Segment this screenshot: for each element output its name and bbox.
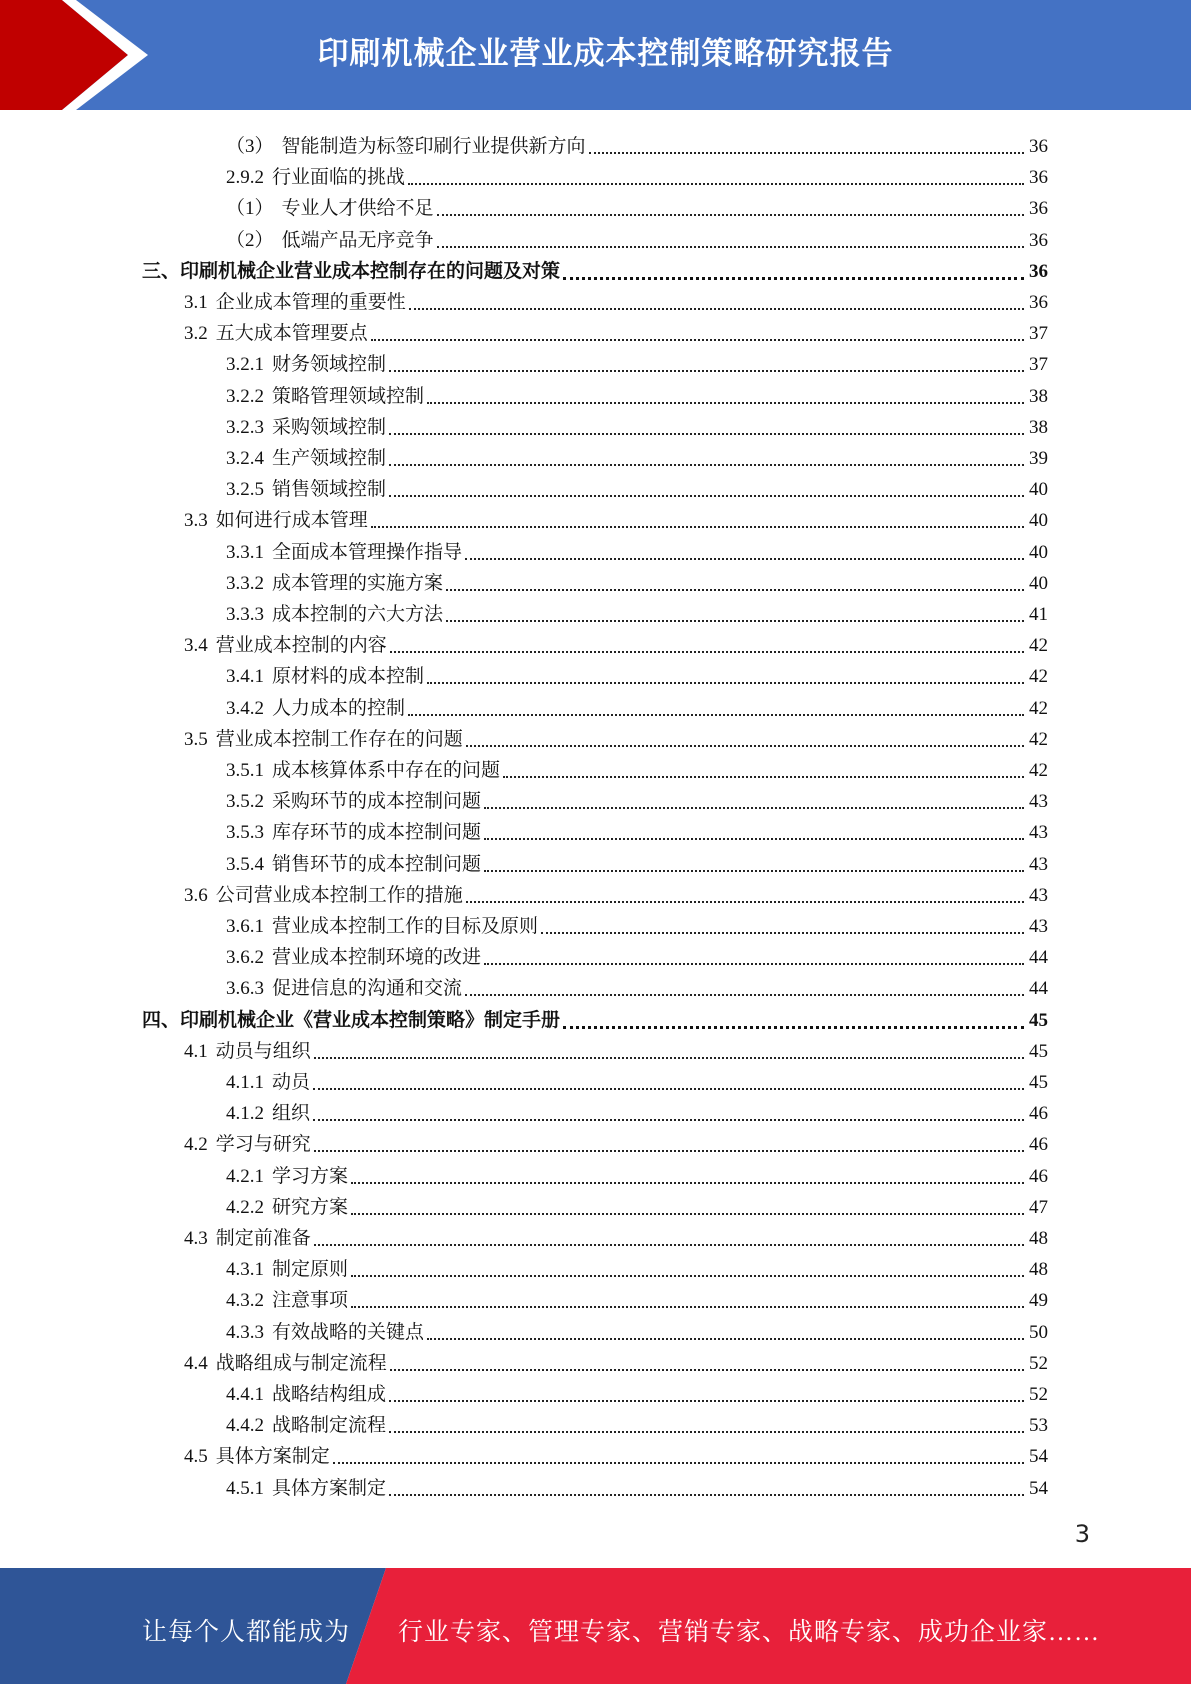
toc-entry-page: 54 <box>1029 1446 1048 1467</box>
toc-dot-leader <box>541 931 1024 934</box>
toc-entry-title: 库存环节的成本控制问题 <box>272 822 482 843</box>
toc-entry-page: 42 <box>1029 666 1048 687</box>
toc-entry-number: 3.4.2 <box>226 698 264 719</box>
toc-entry-number: 4.1.1 <box>226 1072 264 1093</box>
toc-entry-page: 43 <box>1029 916 1048 937</box>
toc-entry-page: 42 <box>1029 729 1048 750</box>
report-title: 印刷机械企业营业成本控制策略研究报告 <box>317 36 894 72</box>
toc-entry-title: 三、印刷机械企业营业成本控制存在的问题及对策 <box>142 261 561 282</box>
toc-entry-title: 营业成本控制工作的目标及原则 <box>272 916 539 937</box>
toc-entry-page: 52 <box>1029 1353 1048 1374</box>
toc-dot-leader <box>389 1399 1024 1402</box>
toc-entry-number: 3.2.1 <box>226 354 264 375</box>
toc-dot-leader <box>313 1087 1024 1090</box>
toc-dot-leader <box>466 744 1024 747</box>
toc-dot-leader <box>390 650 1024 653</box>
toc-entry-title: 销售环节的成本控制问题 <box>272 854 482 875</box>
toc-entry[interactable] <box>226 1095 1048 1126</box>
toc-entry-title: 人力成本的控制 <box>272 698 406 719</box>
toc-entry[interactable] <box>142 253 1048 284</box>
toc-entry[interactable] <box>226 814 1048 845</box>
toc-entry[interactable] <box>226 970 1048 1001</box>
footer-slogan-right: 行业专家、管理专家、营销专家、战略专家、成功企业家…… <box>398 1619 1101 1646</box>
toc-entry-page: 47 <box>1029 1197 1048 1218</box>
toc-entry-number: 4.2.2 <box>226 1197 264 1218</box>
toc-entry-number: 3.5 <box>184 729 208 750</box>
toc-entry[interactable] <box>226 1189 1048 1220</box>
toc-entry-page: 40 <box>1029 479 1048 500</box>
toc-entry-page: 37 <box>1029 323 1048 344</box>
toc-dot-leader <box>466 900 1024 903</box>
toc-dot-leader <box>389 494 1024 497</box>
toc-entry[interactable] <box>184 502 1048 533</box>
toc-entry[interactable] <box>184 315 1048 346</box>
toc-dot-leader <box>437 213 1024 216</box>
toc-entry[interactable] <box>226 596 1048 627</box>
toc-dot-leader <box>465 993 1024 996</box>
toc-entry-number: 2.9.2 <box>226 167 264 188</box>
toc-dot-leader <box>313 1118 1024 1121</box>
toc-entry-number: 3.3.1 <box>226 542 264 563</box>
toc-entry-number: 3.2.5 <box>226 479 264 500</box>
toc-dot-leader <box>446 619 1024 622</box>
toc-entry-title: 采购环节的成本控制问题 <box>272 791 482 812</box>
toc-dot-leader <box>427 1337 1024 1340</box>
toc-entry[interactable] <box>226 752 1048 783</box>
toc-entry-page: 45 <box>1029 1041 1048 1062</box>
toc-dot-leader <box>389 369 1024 372</box>
toc-entry-page: 42 <box>1029 698 1048 719</box>
toc-entry[interactable] <box>226 222 1048 253</box>
toc-entry-page: 38 <box>1029 386 1048 407</box>
toc-dot-leader <box>484 837 1024 840</box>
toc-dot-leader <box>390 1368 1024 1371</box>
toc-entry[interactable] <box>184 1220 1048 1251</box>
toc-entry-number: 4.4 <box>184 1353 208 1374</box>
toc-dot-leader <box>484 806 1024 809</box>
toc-entry-number: 4.5.1 <box>226 1478 264 1499</box>
toc-entry-title: 生产领域控制 <box>272 448 387 469</box>
toc-entry-title: 有效战略的关键点 <box>272 1322 425 1343</box>
toc-entry-page: 43 <box>1029 822 1048 843</box>
toc-entry-page: 45 <box>1029 1010 1048 1031</box>
toc-entry[interactable] <box>226 1251 1048 1282</box>
toc-entry-number: （1） <box>226 198 274 219</box>
page-header <box>0 0 1191 110</box>
toc-dot-leader <box>484 869 1024 872</box>
toc-entry-number: 3.2.2 <box>226 386 264 407</box>
toc-dot-leader <box>351 1212 1024 1215</box>
toc-entry-title: 学习与研究 <box>215 1134 311 1155</box>
toc-entry-page: 36 <box>1029 261 1048 282</box>
toc-dot-leader <box>351 1274 1024 1277</box>
toc-entry-number: 4.1 <box>184 1041 208 1062</box>
toc-entry[interactable] <box>226 1282 1048 1313</box>
toc-entry[interactable] <box>226 1158 1048 1189</box>
toc-entry[interactable] <box>226 534 1048 565</box>
toc-entry-page: 43 <box>1029 854 1048 875</box>
toc-entry-page: 46 <box>1029 1166 1048 1187</box>
toc-entry-number: （3） <box>226 136 274 157</box>
toc-entry-title: 制定原则 <box>272 1259 349 1280</box>
toc-dot-leader <box>314 1243 1024 1246</box>
toc-entry[interactable] <box>184 1033 1048 1064</box>
toc-entry[interactable] <box>226 783 1048 814</box>
toc-dot-leader <box>437 245 1024 248</box>
toc-entry-title: 注意事项 <box>272 1290 349 1311</box>
toc-entry-number: （2） <box>226 230 274 251</box>
toc-dot-leader <box>589 151 1024 154</box>
toc-entry-page: 41 <box>1029 604 1048 625</box>
toc-entry[interactable] <box>226 846 1048 877</box>
toc-dot-leader <box>427 401 1024 404</box>
page-number: 3 <box>1074 1520 1090 1548</box>
toc-entry-page: 54 <box>1029 1478 1048 1499</box>
toc-entry-number: 4.5 <box>184 1446 208 1467</box>
toc-dot-leader <box>427 681 1024 684</box>
toc-entry[interactable] <box>184 1126 1048 1157</box>
toc-entry-page: 52 <box>1029 1384 1048 1405</box>
toc-entry[interactable] <box>226 1314 1048 1345</box>
toc-entry-number: 4.3 <box>184 1228 208 1249</box>
toc-entry[interactable] <box>226 409 1048 440</box>
toc-entry-number: 3.6.2 <box>226 947 264 968</box>
toc-entry[interactable] <box>184 877 1048 908</box>
toc-entry-page: 44 <box>1029 978 1048 999</box>
toc-entry-number: 3.6.3 <box>226 978 264 999</box>
toc-entry[interactable] <box>226 1470 1048 1501</box>
toc-entry-title: 原材料的成本控制 <box>272 666 425 687</box>
toc-entry-page: 36 <box>1029 292 1048 313</box>
toc-dot-leader <box>389 463 1024 466</box>
toc-entry-page: 43 <box>1029 885 1048 906</box>
toc-entry-page: 42 <box>1029 635 1048 656</box>
toc-entry-title: 销售领域控制 <box>272 479 387 500</box>
toc-entry-number: 3.6 <box>184 885 208 906</box>
toc-entry-number: 3.1 <box>184 292 208 313</box>
toc-entry-page: 40 <box>1029 510 1048 531</box>
toc-entry[interactable] <box>184 1345 1048 1376</box>
toc-entry-page: 37 <box>1029 354 1048 375</box>
toc-entry-page: 36 <box>1029 167 1048 188</box>
toc-entry-number: 3.5.4 <box>226 854 264 875</box>
toc-entry-title: 策略管理领域控制 <box>272 386 425 407</box>
toc-dot-leader <box>484 962 1024 965</box>
toc-entry[interactable] <box>226 908 1048 939</box>
toc-entry-title: 低端产品无序竞争 <box>281 230 434 251</box>
toc-entry-page: 44 <box>1029 947 1048 968</box>
toc-dot-leader <box>371 338 1024 341</box>
toc-entry[interactable] <box>226 190 1048 221</box>
toc-entry-number: 4.3.2 <box>226 1290 264 1311</box>
toc-entry-title: 成本管理的实施方案 <box>272 573 444 594</box>
toc-entry-number: 3.5.2 <box>226 791 264 812</box>
toc-entry-page: 36 <box>1029 198 1048 219</box>
toc-dot-leader <box>389 1493 1024 1496</box>
toc-entry[interactable] <box>142 1002 1048 1033</box>
toc-entry-page: 36 <box>1029 230 1048 251</box>
toc-entry-title: 具体方案制定 <box>215 1446 330 1467</box>
toc-dot-leader <box>371 525 1024 528</box>
toc-entry-number: 3.5.3 <box>226 822 264 843</box>
toc-entry-number: 4.3.3 <box>226 1322 264 1343</box>
toc-entry-number: 3.2 <box>184 323 208 344</box>
toc-entry-page: 46 <box>1029 1103 1048 1124</box>
toc-entry-number: 4.3.1 <box>226 1259 264 1280</box>
toc-entry-title: 制定前准备 <box>215 1228 311 1249</box>
toc-dot-leader <box>389 432 1024 435</box>
toc-entry[interactable] <box>184 627 1048 658</box>
toc-entry-title: 成本核算体系中存在的问题 <box>272 760 501 781</box>
toc-entry-page: 53 <box>1029 1415 1048 1436</box>
toc-entry-page: 50 <box>1029 1322 1048 1343</box>
toc-entry-number: 4.1.2 <box>226 1103 264 1124</box>
toc-entry-number: 3.4.1 <box>226 666 264 687</box>
toc-entry-title: 组织 <box>272 1103 311 1124</box>
toc-entry-title: 五大成本管理要点 <box>215 323 368 344</box>
toc-entry-title: 营业成本控制环境的改进 <box>272 947 482 968</box>
toc-entry[interactable] <box>226 378 1048 409</box>
footer-slogan-left: 让每个人都能成为 <box>142 1619 351 1646</box>
toc-dot-leader <box>314 1056 1024 1059</box>
toc-entry[interactable] <box>226 471 1048 502</box>
toc-entry-title: 四、印刷机械企业《营业成本控制策略》制定手册 <box>142 1010 561 1031</box>
toc-entry-page: 48 <box>1029 1259 1048 1280</box>
toc-entry[interactable] <box>184 721 1048 752</box>
toc-entry-number: 4.2.1 <box>226 1166 264 1187</box>
toc-entry-number: 3.4 <box>184 635 208 656</box>
toc-entry-title: 企业成本管理的重要性 <box>215 292 406 313</box>
toc-dot-leader <box>351 1181 1024 1184</box>
toc-entry-page: 38 <box>1029 417 1048 438</box>
toc-dot-leader <box>563 276 1024 280</box>
toc-entry[interactable] <box>226 1407 1048 1438</box>
toc-dot-leader <box>446 588 1024 591</box>
toc-entry-title: 智能制造为标签印刷行业提供新方向 <box>281 136 586 157</box>
toc-entry-number: 3.3.3 <box>226 604 264 625</box>
toc-entry-number: 3.3 <box>184 510 208 531</box>
toc-entry-page: 40 <box>1029 542 1048 563</box>
toc-entry[interactable] <box>226 658 1048 689</box>
toc-entry-number: 3.3.2 <box>226 573 264 594</box>
toc-entry-title: 营业成本控制工作存在的问题 <box>215 729 463 750</box>
toc-dot-leader <box>333 1461 1024 1464</box>
toc-entry-page: 39 <box>1029 448 1048 469</box>
toc-entry-number: 3.6.1 <box>226 916 264 937</box>
toc-entry-title: 行业面临的挑战 <box>272 167 406 188</box>
toc-dot-leader <box>563 1025 1024 1029</box>
toc-dot-leader <box>465 557 1024 560</box>
toc-entry-page: 48 <box>1029 1228 1048 1249</box>
toc-entry-title: 促进信息的沟通和交流 <box>272 978 463 999</box>
toc-entry-number: 3.2.3 <box>226 417 264 438</box>
toc-dot-leader <box>314 1149 1024 1152</box>
toc-entry[interactable] <box>226 1064 1048 1095</box>
toc-entry-title: 战略结构组成 <box>272 1384 387 1405</box>
toc-entry-title: 战略制定流程 <box>272 1415 387 1436</box>
toc-entry-page: 46 <box>1029 1134 1048 1155</box>
toc-entry-page: 45 <box>1029 1072 1048 1093</box>
toc-dot-leader <box>409 307 1024 310</box>
toc-entry-page: 36 <box>1029 136 1048 157</box>
toc-entry-page: 43 <box>1029 791 1048 812</box>
toc-dot-leader <box>351 1305 1024 1308</box>
toc-entry[interactable] <box>184 284 1048 315</box>
toc-entry[interactable] <box>226 690 1048 721</box>
toc-entry-title: 采购领域控制 <box>272 417 387 438</box>
toc-dot-leader <box>503 775 1024 778</box>
toc-entry-title: 具体方案制定 <box>272 1478 387 1499</box>
toc-entry-title: 学习方案 <box>272 1166 349 1187</box>
toc-entry-title: 战略组成与制定流程 <box>215 1353 387 1374</box>
toc-entry[interactable] <box>226 159 1048 190</box>
page-footer <box>0 1568 1191 1684</box>
toc-entry-title: 专业人才供给不足 <box>281 198 434 219</box>
toc-entry-number: 4.2 <box>184 1134 208 1155</box>
toc-entry[interactable] <box>226 565 1048 596</box>
toc-dot-leader <box>389 1430 1024 1433</box>
toc-entry-page: 49 <box>1029 1290 1048 1311</box>
toc-entry-title: 研究方案 <box>272 1197 349 1218</box>
toc-entry-number: 3.2.4 <box>226 448 264 469</box>
toc-entry-number: 4.4.1 <box>226 1384 264 1405</box>
toc-entry-title: 全面成本管理操作指导 <box>272 542 463 563</box>
toc-entry-page: 40 <box>1029 573 1048 594</box>
toc-entry-title: 成本控制的六大方法 <box>272 604 444 625</box>
toc-entry-title: 公司营业成本控制工作的措施 <box>215 885 463 906</box>
toc-dot-leader <box>408 182 1024 185</box>
toc-entry-title: 如何进行成本管理 <box>215 510 368 531</box>
toc-entry-number: 4.4.2 <box>226 1415 264 1436</box>
toc-entry[interactable] <box>226 440 1048 471</box>
toc-entry-number: 3.5.1 <box>226 760 264 781</box>
toc-entry[interactable] <box>226 939 1048 970</box>
toc-entry-title: 财务领域控制 <box>272 354 387 375</box>
toc-entry[interactable] <box>226 346 1048 377</box>
toc-entry-title: 动员 <box>272 1072 311 1093</box>
toc-entry-title: 动员与组织 <box>215 1041 311 1062</box>
toc-entry[interactable] <box>226 128 1048 159</box>
toc-entry-page: 42 <box>1029 760 1048 781</box>
toc-entry[interactable] <box>184 1438 1048 1469</box>
toc-dot-leader <box>408 713 1024 716</box>
toc-entry[interactable] <box>226 1376 1048 1407</box>
toc-entry-title: 营业成本控制的内容 <box>215 635 387 656</box>
